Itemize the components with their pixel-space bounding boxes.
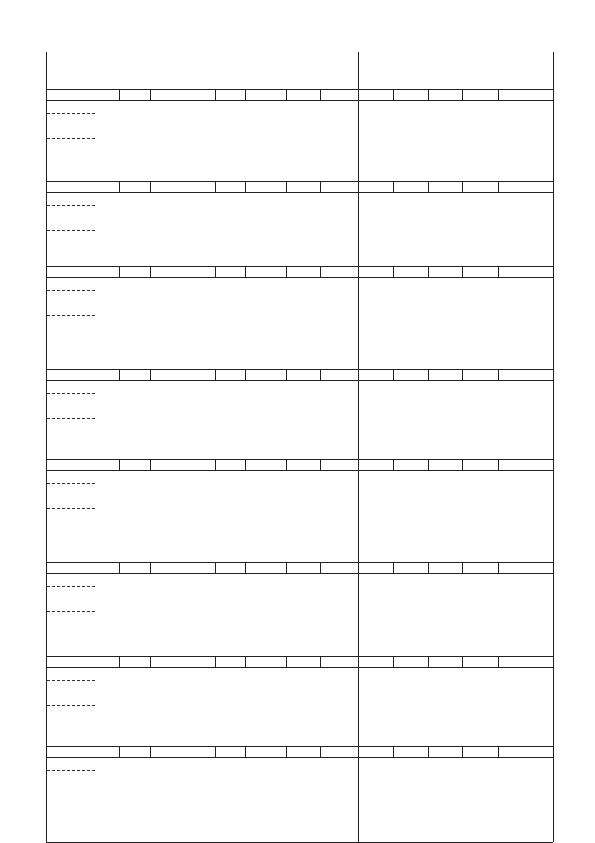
- cell-divider: [215, 459, 216, 470]
- row-bottom-line: [46, 757, 553, 758]
- cell-divider: [428, 656, 429, 667]
- cell-divider: [150, 656, 151, 667]
- cell-divider: [245, 562, 246, 573]
- dashed-separator: [47, 705, 95, 706]
- cell-divider: [428, 746, 429, 757]
- cell-divider: [119, 562, 120, 573]
- cell-divider: [215, 369, 216, 380]
- cell-divider: [119, 89, 120, 100]
- cell-divider: [150, 369, 151, 380]
- cell-divider: [286, 89, 287, 100]
- dashed-separator: [47, 393, 95, 394]
- cell-divider: [393, 181, 394, 192]
- cell-divider: [462, 266, 463, 277]
- cell-divider: [498, 369, 499, 380]
- left-border: [46, 52, 47, 89]
- dashed-separator: [47, 138, 95, 139]
- cell-divider: [428, 89, 429, 100]
- row-bottom-line: [46, 573, 553, 574]
- row-bottom-line: [46, 470, 553, 471]
- cell-divider: [498, 266, 499, 277]
- right-border: [553, 52, 554, 89]
- right-border: [553, 470, 554, 562]
- cell-divider: [553, 266, 554, 277]
- dashed-separator: [47, 611, 95, 612]
- cell-divider: [358, 459, 359, 470]
- cell-divider: [245, 459, 246, 470]
- cell-divider: [553, 459, 554, 470]
- cell-divider: [428, 459, 429, 470]
- cell-divider: [320, 746, 321, 757]
- left-border: [46, 380, 47, 459]
- desc-border: [358, 380, 359, 459]
- desc-border: [358, 470, 359, 562]
- cell-divider: [215, 656, 216, 667]
- cell-divider: [150, 181, 151, 192]
- cell-divider: [358, 562, 359, 573]
- cell-divider: [46, 746, 47, 757]
- cell-divider: [553, 89, 554, 100]
- cell-divider: [215, 89, 216, 100]
- cell-divider: [150, 746, 151, 757]
- cell-divider: [320, 562, 321, 573]
- row-top-line: [46, 459, 553, 460]
- cell-divider: [428, 562, 429, 573]
- cell-divider: [462, 459, 463, 470]
- dashed-separator: [47, 483, 95, 484]
- row-top-line: [46, 266, 553, 267]
- dashed-separator: [47, 508, 95, 509]
- cell-divider: [498, 746, 499, 757]
- cell-divider: [393, 746, 394, 757]
- cell-divider: [119, 181, 120, 192]
- dashed-separator: [47, 418, 95, 419]
- cell-divider: [462, 89, 463, 100]
- cell-divider: [245, 89, 246, 100]
- cell-divider: [286, 746, 287, 757]
- desc-border: [358, 757, 359, 842]
- cell-divider: [119, 746, 120, 757]
- right-border: [553, 667, 554, 746]
- cell-divider: [286, 459, 287, 470]
- row-top-line: [46, 181, 553, 182]
- cell-divider: [46, 459, 47, 470]
- desc-border: [358, 192, 359, 266]
- cell-divider: [462, 656, 463, 667]
- cell-divider: [215, 746, 216, 757]
- cell-divider: [119, 266, 120, 277]
- dashed-separator: [47, 205, 95, 206]
- desc-border: [358, 277, 359, 369]
- cell-divider: [462, 562, 463, 573]
- desc-border: [358, 573, 359, 656]
- cell-divider: [245, 181, 246, 192]
- cell-divider: [553, 746, 554, 757]
- right-border: [553, 757, 554, 842]
- cell-divider: [462, 746, 463, 757]
- cell-divider: [320, 369, 321, 380]
- cell-divider: [46, 89, 47, 100]
- cell-divider: [286, 369, 287, 380]
- cell-divider: [245, 369, 246, 380]
- cell-divider: [286, 266, 287, 277]
- cell-divider: [150, 459, 151, 470]
- cell-divider: [393, 369, 394, 380]
- left-border: [46, 667, 47, 746]
- cell-divider: [46, 266, 47, 277]
- row-top-line: [46, 562, 553, 563]
- row-bottom-line: [46, 277, 553, 278]
- right-border: [553, 192, 554, 266]
- cell-divider: [119, 459, 120, 470]
- cell-divider: [358, 746, 359, 757]
- cell-divider: [320, 181, 321, 192]
- left-border: [46, 100, 47, 181]
- cell-divider: [119, 656, 120, 667]
- cell-divider: [462, 369, 463, 380]
- cell-divider: [320, 89, 321, 100]
- cell-divider: [119, 369, 120, 380]
- cell-divider: [393, 266, 394, 277]
- cell-divider: [150, 266, 151, 277]
- cell-divider: [150, 89, 151, 100]
- cell-divider: [428, 181, 429, 192]
- desc-border: [358, 52, 359, 89]
- row-top-line: [46, 656, 553, 657]
- cell-divider: [498, 562, 499, 573]
- cell-divider: [358, 181, 359, 192]
- row-top-line: [46, 89, 553, 90]
- dashed-separator: [47, 680, 95, 681]
- cell-divider: [46, 562, 47, 573]
- cell-divider: [245, 746, 246, 757]
- cell-divider: [215, 181, 216, 192]
- cell-divider: [428, 266, 429, 277]
- row-bottom-line: [46, 380, 553, 381]
- cell-divider: [358, 656, 359, 667]
- row-bottom-line: [46, 100, 553, 101]
- cell-divider: [393, 459, 394, 470]
- dashed-separator: [47, 315, 95, 316]
- cell-divider: [358, 89, 359, 100]
- cell-divider: [46, 656, 47, 667]
- row-bottom-line: [46, 192, 553, 193]
- cell-divider: [286, 181, 287, 192]
- cell-divider: [553, 562, 554, 573]
- cell-divider: [498, 181, 499, 192]
- cell-divider: [553, 181, 554, 192]
- cell-divider: [46, 181, 47, 192]
- dashed-separator: [47, 113, 95, 114]
- desc-border: [358, 100, 359, 181]
- cell-divider: [393, 89, 394, 100]
- dashed-separator: [47, 290, 95, 291]
- dashed-separator: [47, 770, 95, 771]
- cell-divider: [320, 459, 321, 470]
- cell-divider: [245, 656, 246, 667]
- right-border: [553, 573, 554, 656]
- cell-divider: [553, 369, 554, 380]
- cell-divider: [462, 181, 463, 192]
- cell-divider: [393, 656, 394, 667]
- dashed-separator: [47, 586, 95, 587]
- cell-divider: [498, 459, 499, 470]
- cell-divider: [320, 656, 321, 667]
- cell-divider: [553, 656, 554, 667]
- row-top-line: [46, 746, 553, 747]
- dashed-separator: [47, 230, 95, 231]
- desc-border: [358, 667, 359, 746]
- cell-divider: [358, 266, 359, 277]
- cell-divider: [498, 89, 499, 100]
- cell-divider: [393, 562, 394, 573]
- cell-divider: [498, 656, 499, 667]
- right-border: [553, 277, 554, 369]
- cell-divider: [286, 562, 287, 573]
- cell-divider: [215, 562, 216, 573]
- cell-divider: [245, 266, 246, 277]
- cell-divider: [428, 369, 429, 380]
- row-top-line: [46, 369, 553, 370]
- cell-divider: [286, 656, 287, 667]
- right-border: [553, 380, 554, 459]
- cell-divider: [320, 266, 321, 277]
- cell-divider: [358, 369, 359, 380]
- cell-divider: [46, 369, 47, 380]
- cell-divider: [150, 562, 151, 573]
- row-bottom-line: [46, 667, 553, 668]
- right-border: [553, 100, 554, 181]
- cell-divider: [215, 266, 216, 277]
